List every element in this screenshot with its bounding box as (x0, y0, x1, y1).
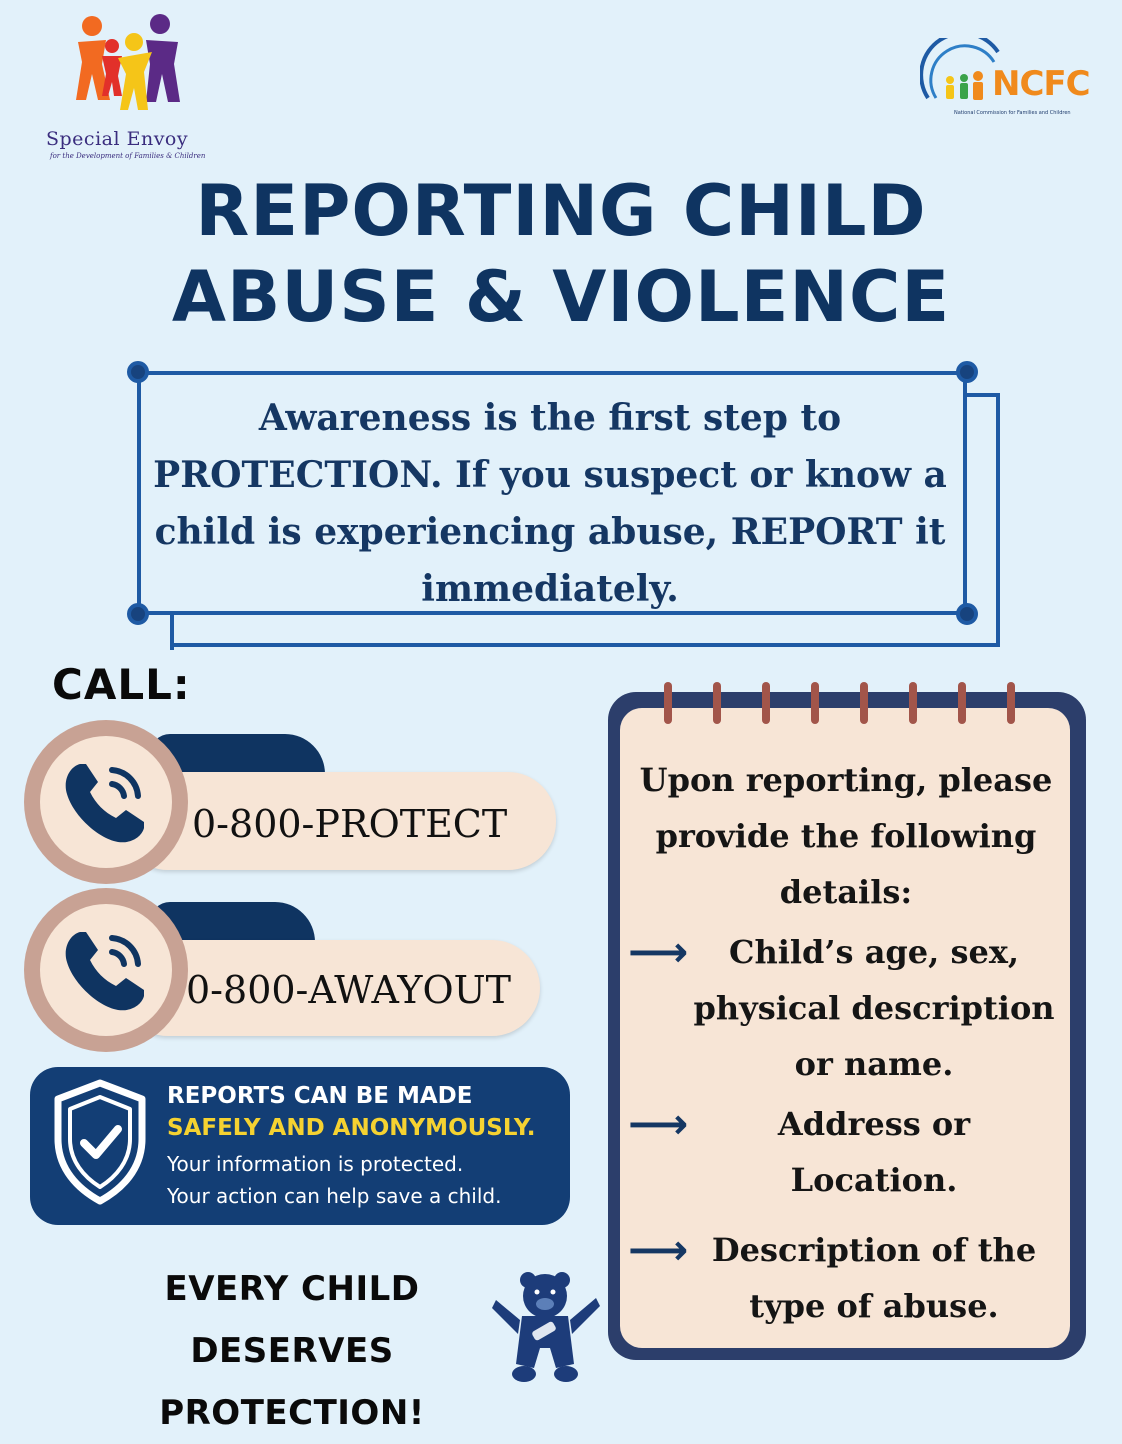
slogan-line: PROTECTION! (159, 1393, 425, 1433)
title-line-2: ABUSE & VIOLENCE (171, 256, 951, 338)
shield-check-icon (50, 1077, 150, 1207)
notepad-ring (1007, 682, 1015, 724)
message-box-shadow-edge (170, 614, 174, 650)
intro-line: Upon reporting, please (639, 761, 1053, 799)
hotline-number: 0-800-AWAYOUT (186, 968, 511, 1012)
special-envoy-name: Special Envoy (46, 128, 189, 150)
corner-dot (956, 603, 978, 625)
title-line-1: REPORTING CHILD (195, 170, 927, 252)
phone-icon (58, 922, 154, 1018)
report-details (622, 752, 1070, 1334)
notepad-ring (811, 682, 819, 724)
message-line: child is experiencing abuse, REPORT it (154, 511, 946, 553)
ncfc-arc-icon (920, 38, 1000, 108)
family-figures-icon (76, 12, 180, 116)
detail-line: or name. (794, 1045, 954, 1083)
detail-line: Address or (777, 1105, 971, 1143)
special-envoy-logo (40, 12, 220, 160)
corner-dot (127, 603, 149, 625)
banner-text: Your information is protected. (167, 1152, 464, 1176)
detail-line: physical description (693, 989, 1055, 1027)
detail-line: Description of the (711, 1231, 1037, 1269)
intro-line: provide the following (655, 817, 1037, 855)
detail-item (622, 924, 1070, 1092)
arrow-right-icon: ⟶ (628, 1225, 689, 1274)
notepad-ring (713, 682, 721, 724)
awareness-message (150, 390, 950, 618)
ncfc-name: NCFC (992, 64, 1090, 104)
ncfc-logo (920, 38, 1095, 118)
arrow-right-icon: ⟶ (628, 927, 689, 976)
teddy-bear-icon (490, 1268, 602, 1388)
detail-item (622, 1222, 1070, 1334)
detail-line: Location. (790, 1161, 958, 1199)
notepad-ring (762, 682, 770, 724)
anonymous-report-banner (30, 1067, 570, 1225)
banner-text: Your action can help save a child. (167, 1184, 502, 1208)
message-line: immediately. (421, 568, 679, 610)
corner-dot (127, 361, 149, 383)
notepad-ring (909, 682, 917, 724)
notepad-ring (958, 682, 966, 724)
message-line: Awareness is the first step to (258, 397, 842, 439)
banner-highlight: SAFELY AND ANONYMOUSLY. (167, 1115, 536, 1141)
arrow-right-icon: ⟶ (628, 1099, 689, 1148)
phone-icon (58, 754, 154, 850)
corner-dot (956, 361, 978, 383)
page-title (0, 168, 1122, 340)
detail-line: type of abuse. (749, 1287, 999, 1325)
details-intro (622, 752, 1070, 920)
detail-item (622, 1096, 1070, 1208)
notepad-ring (664, 682, 672, 724)
hotline-number: 0-800-PROTECT (192, 802, 508, 846)
special-envoy-subtitle: for the Development of Families & Children (50, 152, 206, 160)
message-box-shadow-edge (966, 393, 1000, 397)
phone-badge (24, 720, 188, 884)
phone-badge (24, 888, 188, 1052)
call-label: CALL: (52, 660, 191, 709)
slogan (62, 1258, 522, 1444)
banner-heading: REPORTS CAN BE MADE (167, 1083, 473, 1109)
ncfc-subtitle: National Commission for Families and Children (954, 110, 1071, 116)
detail-line: Child’s age, sex, (728, 933, 1020, 971)
intro-line: details: (779, 873, 913, 911)
message-line: PROTECTION. If you suspect or know a (153, 454, 947, 496)
slogan-line: EVERY CHILD DESERVES (164, 1269, 420, 1371)
notepad-ring (860, 682, 868, 724)
